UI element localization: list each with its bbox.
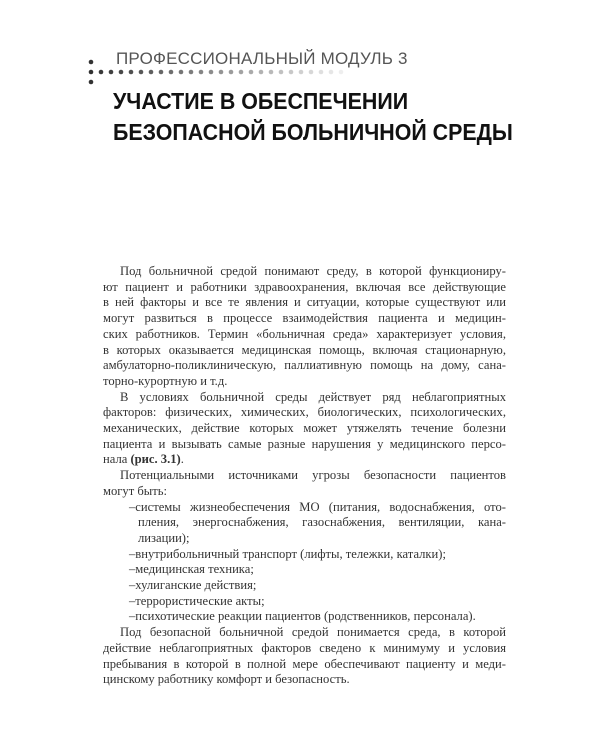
text-line: –террористические акты; bbox=[129, 593, 265, 608]
decorative-dot bbox=[209, 70, 214, 75]
decorative-dot bbox=[129, 70, 134, 75]
body-text bbox=[103, 264, 506, 688]
paragraph-4 bbox=[103, 625, 506, 688]
decorative-dot bbox=[289, 70, 294, 75]
list-item bbox=[103, 500, 506, 547]
decorative-dot bbox=[99, 70, 104, 75]
chapter-title bbox=[113, 86, 513, 148]
text-line: цинскому работнику комфорт и безопасность. bbox=[103, 672, 350, 687]
text-line: в которых оказывается медицинская помощь, включая стационарную, bbox=[103, 342, 506, 357]
text-fragment: нала bbox=[103, 452, 131, 467]
text-line: в ней факторы и все те явления и ситуации, которые существуют или bbox=[103, 295, 506, 310]
text-line: –хулиганские действия; bbox=[129, 578, 257, 593]
text-line: ских работников. Термин «больничная среда» характеризует условия, bbox=[103, 326, 506, 341]
decorative-dot bbox=[309, 70, 314, 75]
decorative-dot bbox=[269, 70, 274, 75]
text-line: пациента и вызывать самые разные нарушения у медицинского персо- bbox=[103, 436, 506, 451]
text-line: лизации); bbox=[138, 530, 190, 545]
text-line: действие неблагоприятных факторов сведено к минимуму и условия bbox=[103, 640, 506, 655]
text-line: пребывания в которой в полной мере обеспечивают пациенту и меди- bbox=[103, 656, 506, 671]
decorative-dot bbox=[169, 70, 174, 75]
decorative-dot bbox=[109, 70, 114, 75]
text-line: торно-курортную и т.д. bbox=[103, 373, 228, 388]
decorative-dot bbox=[189, 70, 194, 75]
text-line: ют пациент и работники здравоохранения, включая все действующие bbox=[103, 279, 506, 294]
decorative-dot bbox=[279, 70, 284, 75]
decorative-dot bbox=[179, 70, 184, 75]
text-line: факторов: физических, химических, биологических, психологических, bbox=[103, 405, 506, 420]
text-line: могут развиться в процессе взаимодействия пациента и медицин- bbox=[103, 311, 506, 326]
text-line: могут быть: bbox=[103, 483, 167, 498]
text-line: –системы жизнеобеспечения МО (питания, водоснабжения, ото- bbox=[129, 499, 506, 514]
decorative-dot bbox=[139, 70, 144, 75]
decorative-dot bbox=[249, 70, 254, 75]
text-line: Под безопасной больничной средой понимается среда, в которой bbox=[120, 625, 506, 640]
text-line: В условиях больничной среды действует ряд неблагоприятных bbox=[120, 389, 506, 404]
text-line bbox=[103, 452, 506, 468]
paragraph-3 bbox=[103, 468, 506, 499]
paragraph-1 bbox=[103, 264, 506, 390]
decorative-dot bbox=[199, 70, 204, 75]
chapter-title-line: УЧАСТИЕ В ОБЕСПЕЧЕНИИ bbox=[113, 88, 409, 114]
paragraph-2 bbox=[103, 390, 506, 469]
text-line: пления, энергоснабжения, газоснабжения, вентиляции, кана- bbox=[138, 515, 506, 530]
decorative-dot bbox=[159, 70, 164, 75]
text-line: Потенциальными источниками угрозы безопасности пациентов bbox=[120, 468, 506, 483]
decorative-dot bbox=[329, 70, 334, 75]
text-line: механических, действие которых может утяжелять течение болезни bbox=[103, 421, 506, 436]
text-line: –внутрибольничный транспорт (лифты, тележки, каталки); bbox=[129, 546, 446, 561]
decorative-dot bbox=[339, 70, 344, 75]
figure-reference: (рис. 3.1) bbox=[130, 452, 181, 467]
text-line: Под больничной средой понимают среду, в которой функциониру- bbox=[120, 264, 506, 278]
decorative-dot bbox=[119, 70, 124, 75]
module-label: ПРОФЕССИОНАЛЬНЫЙ МОДУЛЬ 3 bbox=[116, 49, 408, 68]
decorative-dot bbox=[89, 70, 94, 75]
list-item bbox=[103, 547, 506, 563]
text-line: амбулаторно-поликлиническую, паллиативную помощь на дому, сана- bbox=[103, 358, 506, 373]
text-line: –психотические реакции пациентов (родственников, персонала). bbox=[129, 609, 476, 624]
decorative-dot bbox=[239, 70, 244, 75]
text-line: –медицинская техника; bbox=[129, 562, 254, 577]
list-item bbox=[103, 562, 506, 578]
list-item bbox=[103, 609, 506, 625]
chapter-title-line: БЕЗОПАСНОЙ БОЛЬНИЧНОЙ СРЕДЫ bbox=[113, 119, 513, 145]
decorative-dot bbox=[319, 70, 324, 75]
list-item bbox=[103, 578, 506, 594]
decorative-dot bbox=[149, 70, 154, 75]
decorative-dot bbox=[219, 70, 224, 75]
decorative-dot bbox=[259, 70, 264, 75]
list-item bbox=[103, 594, 506, 610]
bullet-list bbox=[103, 500, 506, 626]
decorative-dot bbox=[229, 70, 234, 75]
decorative-dot bbox=[299, 70, 304, 75]
text-fragment: . bbox=[180, 452, 184, 467]
